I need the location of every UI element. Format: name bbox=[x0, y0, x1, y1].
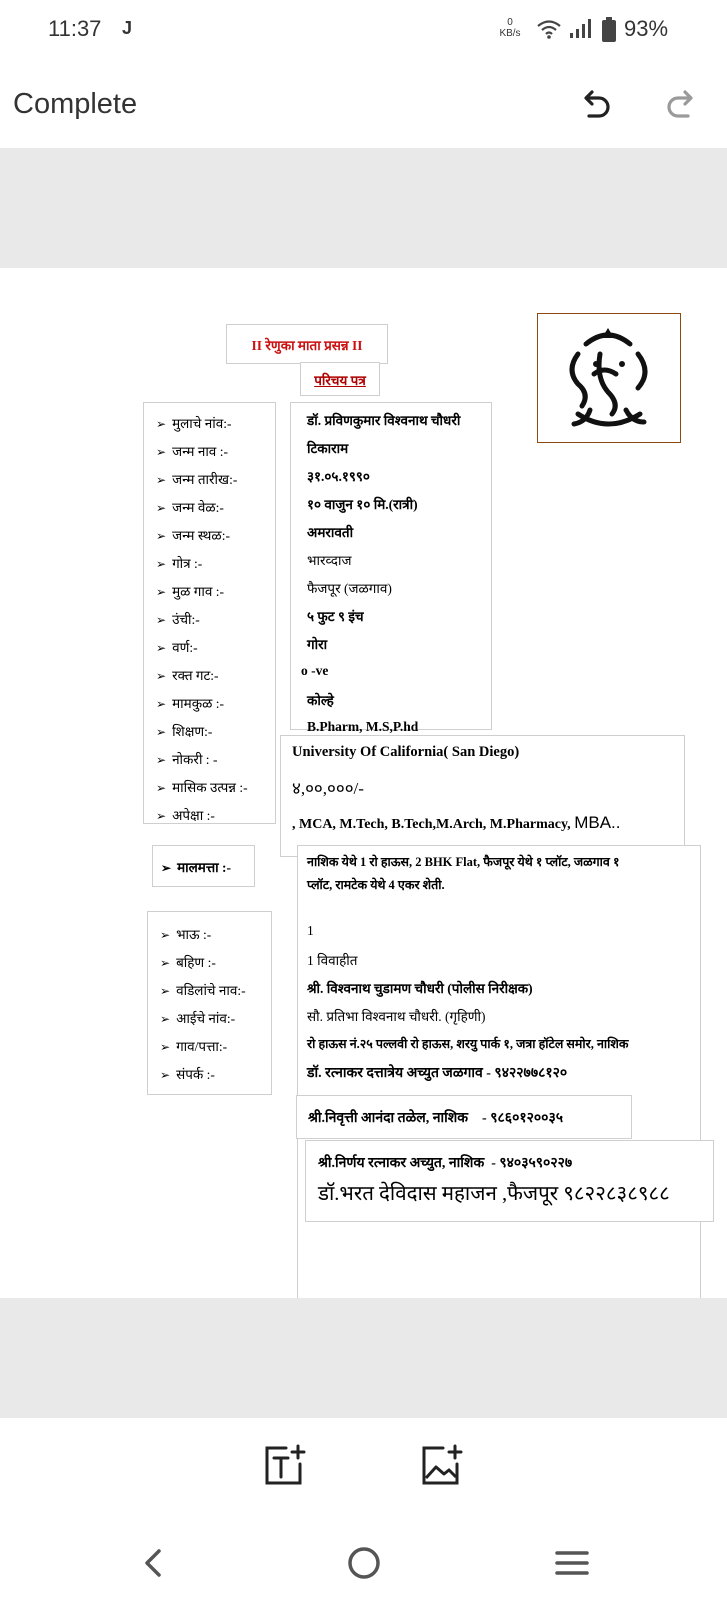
label-row: ➢ उंची:- bbox=[156, 612, 200, 627]
net-speed-unit: KB/s bbox=[499, 28, 521, 39]
property-line-1: नाशिक येथे 1 रो हाऊस, 2 BHK Flat, फैजपूर येथे १ प्लॉट, जळगाव १ bbox=[307, 855, 620, 869]
contact-line-3: डॉ.भरत देविदास महाजन ,फैजपूर ९८२२८३८९८८ bbox=[318, 1183, 670, 1205]
value-blood-group: o -ve bbox=[301, 663, 329, 678]
label-row: ➢ मासिक उत्पन्न :- bbox=[156, 780, 248, 795]
label-row: ➢ भाऊ :- bbox=[160, 927, 212, 942]
document-page[interactable] bbox=[0, 268, 727, 1298]
undo-icon[interactable] bbox=[575, 84, 615, 124]
recents-icon[interactable] bbox=[552, 1543, 592, 1583]
contact-box-2 bbox=[305, 1140, 714, 1222]
contact-line-1: श्री.निवृत्ती आनंदा तळेल, नाशिक - ९८६०१२००३५ bbox=[308, 1111, 564, 1126]
label-row: ➢ नोकरी : - bbox=[156, 752, 218, 767]
app-title: Complete bbox=[13, 88, 138, 120]
page-separator-top bbox=[0, 148, 727, 268]
family-labels-box bbox=[147, 911, 272, 1095]
status-bar bbox=[0, 0, 727, 60]
ganesha-image bbox=[537, 313, 681, 443]
value-birth-time: १० वाजुन १० मि.(रात्री) bbox=[307, 497, 418, 512]
value-height: ५ फुट ९ इंच bbox=[307, 609, 364, 624]
notification-icon: J bbox=[122, 18, 133, 38]
value-birth-date: ३१.०५.१९९० bbox=[307, 469, 370, 484]
value-complexion: गोरा bbox=[307, 637, 328, 652]
contact-box-1 bbox=[296, 1095, 632, 1139]
back-icon[interactable] bbox=[135, 1543, 175, 1583]
label-row: ➢ वर्ण:- bbox=[156, 640, 198, 655]
property-label-box bbox=[152, 845, 255, 887]
app-bar bbox=[0, 70, 727, 146]
label-row: ➢ आईचे नांव:- bbox=[160, 1011, 236, 1026]
label-row: ➢ मुळ गाव :- bbox=[156, 584, 224, 599]
value-contact: डॉ. रत्नाकर दत्तात्रेय अच्युत जळगाव - ९४२२७७८१२० bbox=[307, 1066, 568, 1081]
add-image-icon[interactable] bbox=[419, 1444, 463, 1488]
blessing-text: II रेणुका माता प्रसन्न II bbox=[251, 338, 363, 353]
value-father: श्री. विश्वनाथ चुडामण चौधरी (पोलीस निरीक्षक) bbox=[307, 981, 533, 996]
value-address: रो हाऊस नं.२५ पल्लवी रो हाऊस, शरयु पार्क १, जत्रा हॉटेल समोर, नाशिक bbox=[307, 1037, 629, 1051]
battery-icon bbox=[601, 17, 617, 43]
label-row: ➢ संपर्क :- bbox=[160, 1067, 215, 1082]
profile-labels-box bbox=[143, 402, 276, 824]
value-gotra: भारव्दाज bbox=[307, 553, 352, 568]
value-expectation: , MCA, M.Tech, B.Tech,M.Arch, M.Pharmacy, MBA.. bbox=[292, 813, 621, 832]
label-row: ➢ वडिलांचे नाव:- bbox=[160, 983, 246, 998]
label-row: ➢ गाव/पत्ता:- bbox=[160, 1039, 228, 1054]
contact-line-2: श्री.निर्णय रत्नाकर अच्युत, नाशिक - ९४०३५९०२२७ bbox=[318, 1156, 573, 1171]
bottom-toolbar bbox=[0, 1418, 727, 1518]
status-time: 11:37 bbox=[48, 16, 102, 41]
value-income: ४,००,०००/- bbox=[292, 779, 364, 798]
add-text-icon[interactable] bbox=[262, 1444, 306, 1488]
redo-icon[interactable] bbox=[662, 84, 702, 124]
label-row: ➢ मामकुळ :- bbox=[156, 696, 224, 711]
page-separator-bottom bbox=[0, 1298, 727, 1418]
label-row: ➢ जन्म स्थळ:- bbox=[156, 528, 230, 543]
value-birth-place: अमरावती bbox=[307, 525, 354, 540]
value-native-place: फैजपूर (जळगाव) bbox=[307, 581, 392, 596]
blessing-box bbox=[226, 324, 388, 364]
signal-icon bbox=[568, 18, 596, 40]
system-nav-bar bbox=[0, 1525, 727, 1600]
label-row: ➢ गोत्र :- bbox=[156, 556, 203, 571]
label-row: ➢ अपेक्षा :- bbox=[156, 808, 215, 823]
value-sisters: 1 विवाहीत bbox=[307, 953, 358, 968]
net-speed bbox=[496, 17, 524, 39]
value-job: University Of California( San Diego) bbox=[292, 744, 520, 760]
label-row: ➢ रक्त गट:- bbox=[156, 668, 219, 683]
net-speed-value: 0 bbox=[507, 17, 513, 28]
home-icon[interactable] bbox=[344, 1543, 384, 1583]
value-birth-name: टिकाराम bbox=[307, 441, 349, 456]
value-mother: सौ. प्रतिभा विश्वनाथ चौधरी. (गृहिणी) bbox=[307, 1009, 486, 1024]
value-brothers: 1 bbox=[307, 923, 314, 938]
label-row: ➢ जन्म तारीख:- bbox=[156, 472, 238, 487]
label-row: ➢ जन्म नाव :- bbox=[156, 444, 228, 459]
document-heading: परिचय पत्र bbox=[314, 373, 366, 388]
value-education: B.Pharm, M.S,P.hd bbox=[307, 719, 419, 734]
value-maternal-family: कोल्हे bbox=[307, 693, 334, 708]
label-row: ➢ बहिण :- bbox=[160, 955, 216, 970]
property-line-2: प्लॉट, रामटेक येथे 4 एकर शेती. bbox=[307, 878, 445, 892]
value-name: डॉ. प्रविणकुमार विश्वनाथ चौधरी bbox=[307, 413, 461, 428]
heading-box bbox=[300, 362, 380, 396]
battery-percent: 93% bbox=[624, 16, 669, 41]
label-row: ➢ जन्म वेळ:- bbox=[156, 500, 224, 515]
wifi-icon bbox=[536, 18, 562, 40]
label-row: ➢ शिक्षण:- bbox=[156, 724, 213, 739]
label-row: ➢ मुलाचे नांव:- bbox=[156, 416, 232, 431]
property-label: ➢ मालमत्ता :- bbox=[161, 860, 232, 875]
ganesha-icon bbox=[538, 314, 679, 441]
